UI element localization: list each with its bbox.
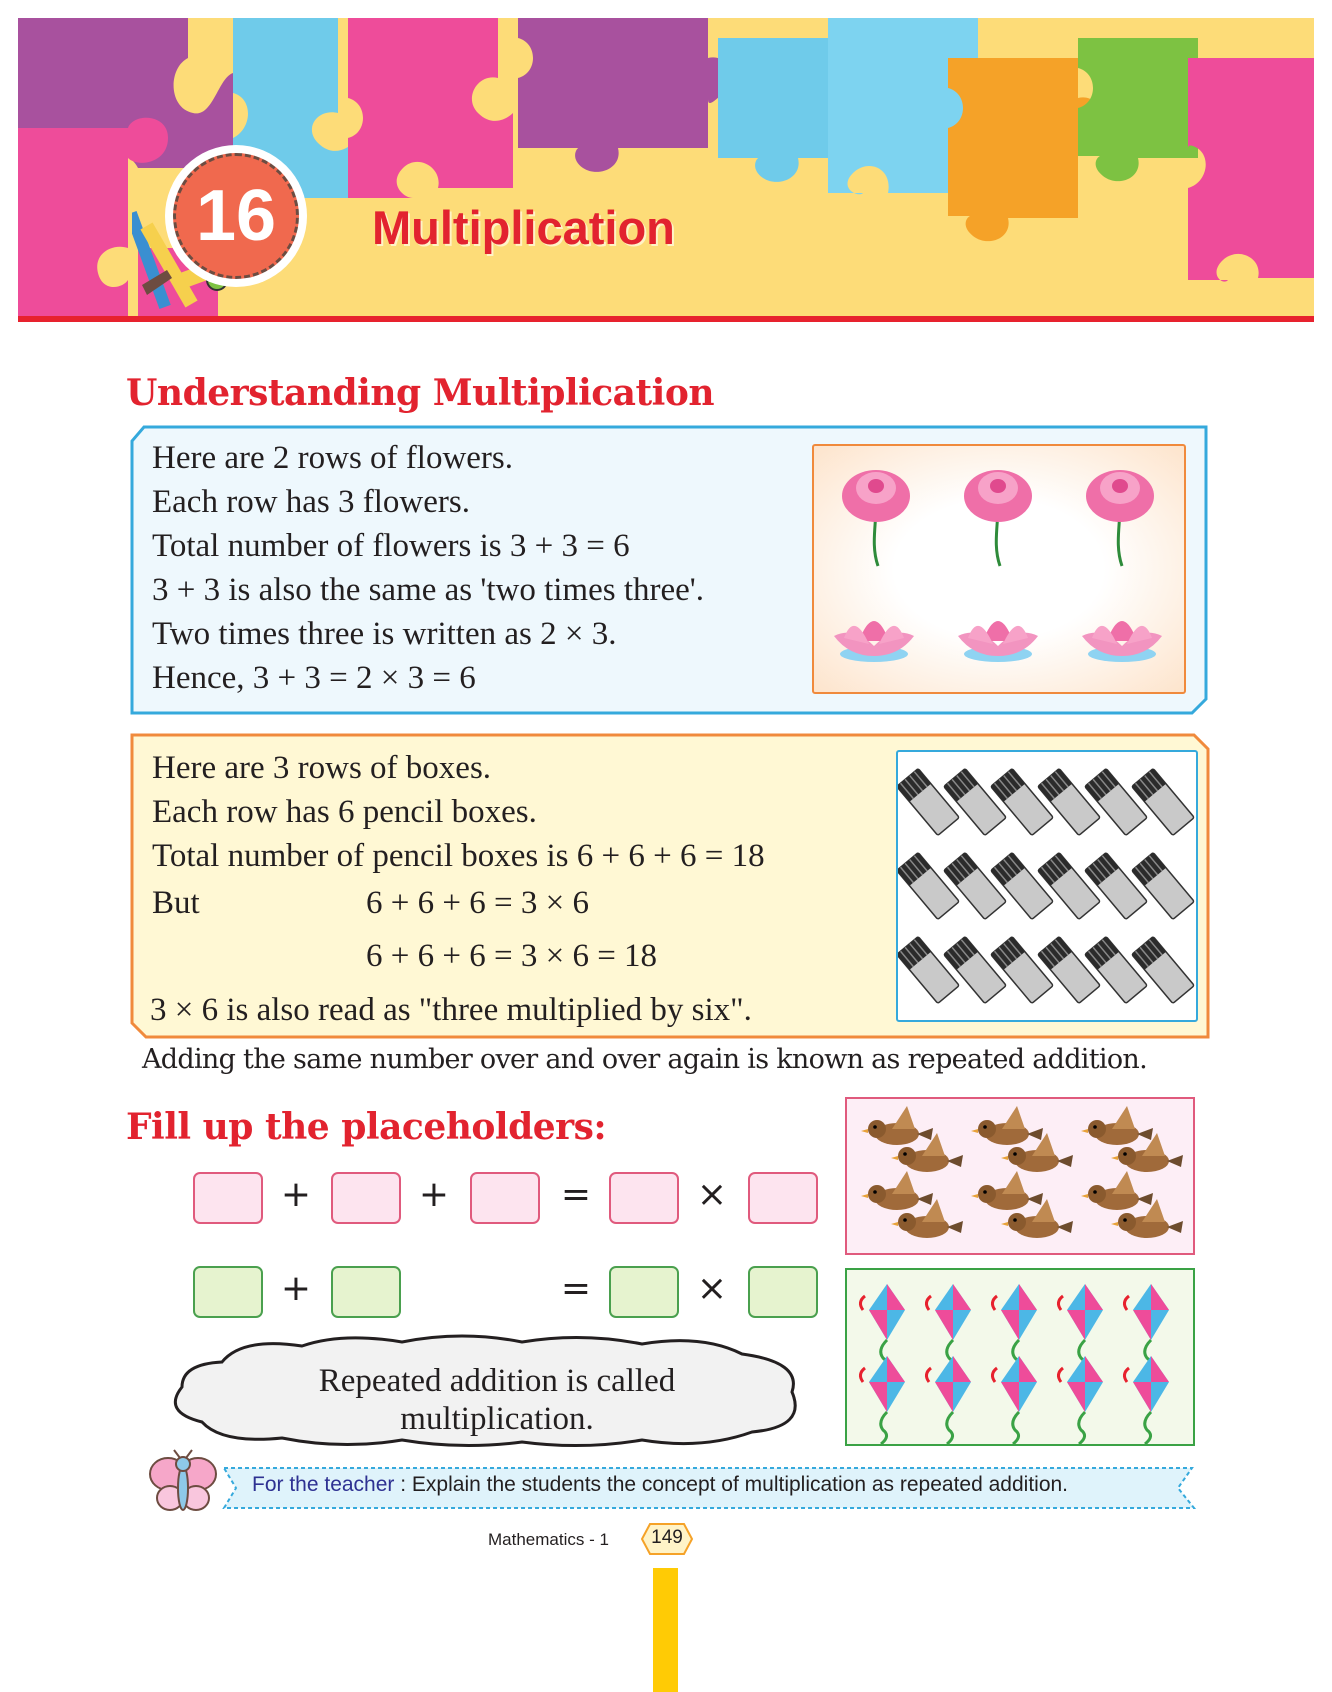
footer-subject: Mathematics - 1 xyxy=(488,1530,609,1549)
sparrow-icon xyxy=(861,1106,933,1145)
placeholder-box[interactable] xyxy=(470,1172,540,1224)
sparrow-icon xyxy=(861,1171,933,1210)
pencil-box-icon xyxy=(944,936,1007,1003)
sparrow-icon xyxy=(971,1171,1043,1210)
pencil-box-icon xyxy=(898,936,959,1003)
sparrow-icon xyxy=(1081,1171,1153,1210)
repeated-addition-note: Adding the same number over and over again is known as repeated addition. xyxy=(142,1044,1147,1075)
teacher-note xyxy=(252,1473,1068,1497)
pencil-box-icon xyxy=(1132,936,1195,1003)
sparrow-icon xyxy=(971,1106,1043,1145)
kite-icon xyxy=(992,1356,1037,1444)
rose-icon xyxy=(1086,470,1154,566)
rose-icon xyxy=(842,470,910,566)
but-label: But xyxy=(152,885,200,921)
flower-explanation xyxy=(152,436,704,700)
cloud-text xyxy=(162,1362,832,1438)
rose-icon xyxy=(964,470,1032,566)
lotus-icon xyxy=(958,621,1038,662)
butterfly-icon xyxy=(148,1448,218,1520)
pencil-boxes-illustration xyxy=(896,750,1198,1022)
section-heading-fill-up: Fill up the placeholders: xyxy=(126,1106,607,1148)
pencil-box-icon xyxy=(991,936,1054,1003)
pencil-box-icon xyxy=(944,768,1007,835)
placeholder-box[interactable] xyxy=(193,1266,263,1318)
flower-line-4: 3 + 3 is also the same as 'two times three'. xyxy=(152,572,704,608)
pencil-box-icon xyxy=(1038,768,1101,835)
kite-icon xyxy=(860,1284,905,1372)
pencil-box-icon xyxy=(944,852,1007,919)
pencil-box-icon xyxy=(898,852,959,919)
boxes-explanation xyxy=(152,746,765,878)
lotus-icon xyxy=(1082,621,1162,662)
placeholder-box[interactable] xyxy=(748,1266,818,1318)
pencil-box-icon xyxy=(1132,768,1195,835)
kite-icon xyxy=(860,1356,905,1444)
kite-icon xyxy=(1058,1284,1103,1372)
flower-line-2: Each row has 3 flowers. xyxy=(152,484,470,520)
placeholder-box[interactable] xyxy=(609,1172,679,1224)
pencil-box-icon xyxy=(1085,768,1148,835)
boxes-equation-2: 6 + 6 + 6 = 3 × 6 = 18 xyxy=(366,938,658,974)
kites-illustration xyxy=(845,1268,1195,1446)
boxes-line-3: Total number of pencil boxes is 6 + 6 + 6 = 18 xyxy=(152,838,765,874)
placeholder-box[interactable] xyxy=(748,1172,818,1224)
pencil-box-icon xyxy=(1132,852,1195,919)
sparrow-icon xyxy=(1081,1106,1153,1145)
boxes-equation-1: 6 + 6 + 6 = 3 × 6 xyxy=(366,885,589,921)
kite-icon xyxy=(926,1356,971,1444)
plus-sign: + xyxy=(280,1174,312,1215)
flower-line-5: Two times three is written as 2 × 3. xyxy=(152,616,617,652)
cloud-line-1: Repeated addition is called xyxy=(318,1363,676,1399)
kite-icon xyxy=(1124,1356,1169,1444)
kite-icon xyxy=(1058,1356,1103,1444)
flower-illustration xyxy=(812,444,1186,694)
kite-icon xyxy=(1124,1284,1169,1372)
pencil-box-icon xyxy=(991,768,1054,835)
teacher-note-separator: : xyxy=(394,1473,412,1496)
plus-sign: + xyxy=(280,1268,312,1309)
footer-bar xyxy=(653,1568,678,1692)
boxes-line-1: Here are 3 rows of boxes. xyxy=(152,750,492,786)
chapter-title: Multiplication xyxy=(372,201,675,254)
plus-sign: + xyxy=(418,1174,450,1215)
equals-sign: = xyxy=(560,1174,592,1215)
times-sign: × xyxy=(696,1174,728,1215)
flower-line-6: Hence, 3 + 3 = 2 × 3 = 6 xyxy=(152,660,476,696)
pencil-box-icon xyxy=(1038,852,1101,919)
page-number: 149 xyxy=(651,1527,683,1548)
times-sign: × xyxy=(696,1268,728,1309)
lotus-icon xyxy=(834,621,914,662)
chapter-number: 16 xyxy=(195,176,277,256)
pencil-box-icon xyxy=(991,852,1054,919)
sparrows-illustration xyxy=(845,1097,1195,1255)
boxes-line-2: Each row has 6 pencil boxes. xyxy=(152,794,537,830)
kite-icon xyxy=(926,1284,971,1372)
equals-sign: = xyxy=(560,1268,592,1309)
pencil-box-icon xyxy=(1085,852,1148,919)
placeholder-box[interactable] xyxy=(331,1266,401,1318)
teacher-note-label: For the teacher xyxy=(252,1473,395,1496)
placeholder-box[interactable] xyxy=(609,1266,679,1318)
flower-line-3: Total number of flowers is 3 + 3 = 6 xyxy=(152,528,630,564)
pencil-box-icon xyxy=(898,768,959,835)
placeholder-box[interactable] xyxy=(193,1172,263,1224)
kite-icon xyxy=(992,1284,1037,1372)
pencil-box-icon xyxy=(1038,936,1101,1003)
flower-line-1: Here are 2 rows of flowers. xyxy=(152,440,514,476)
pencil-box-icon xyxy=(1085,936,1148,1003)
cloud-line-2: multiplication. xyxy=(400,1401,594,1437)
placeholder-box[interactable] xyxy=(331,1172,401,1224)
section-heading-understanding: Understanding Multiplication xyxy=(126,372,714,414)
teacher-note-text: Explain the students the concept of multiplication as repeated addition. xyxy=(411,1473,1069,1496)
boxes-last-line: 3 × 6 is also read as "three multiplied by six". xyxy=(150,992,752,1028)
